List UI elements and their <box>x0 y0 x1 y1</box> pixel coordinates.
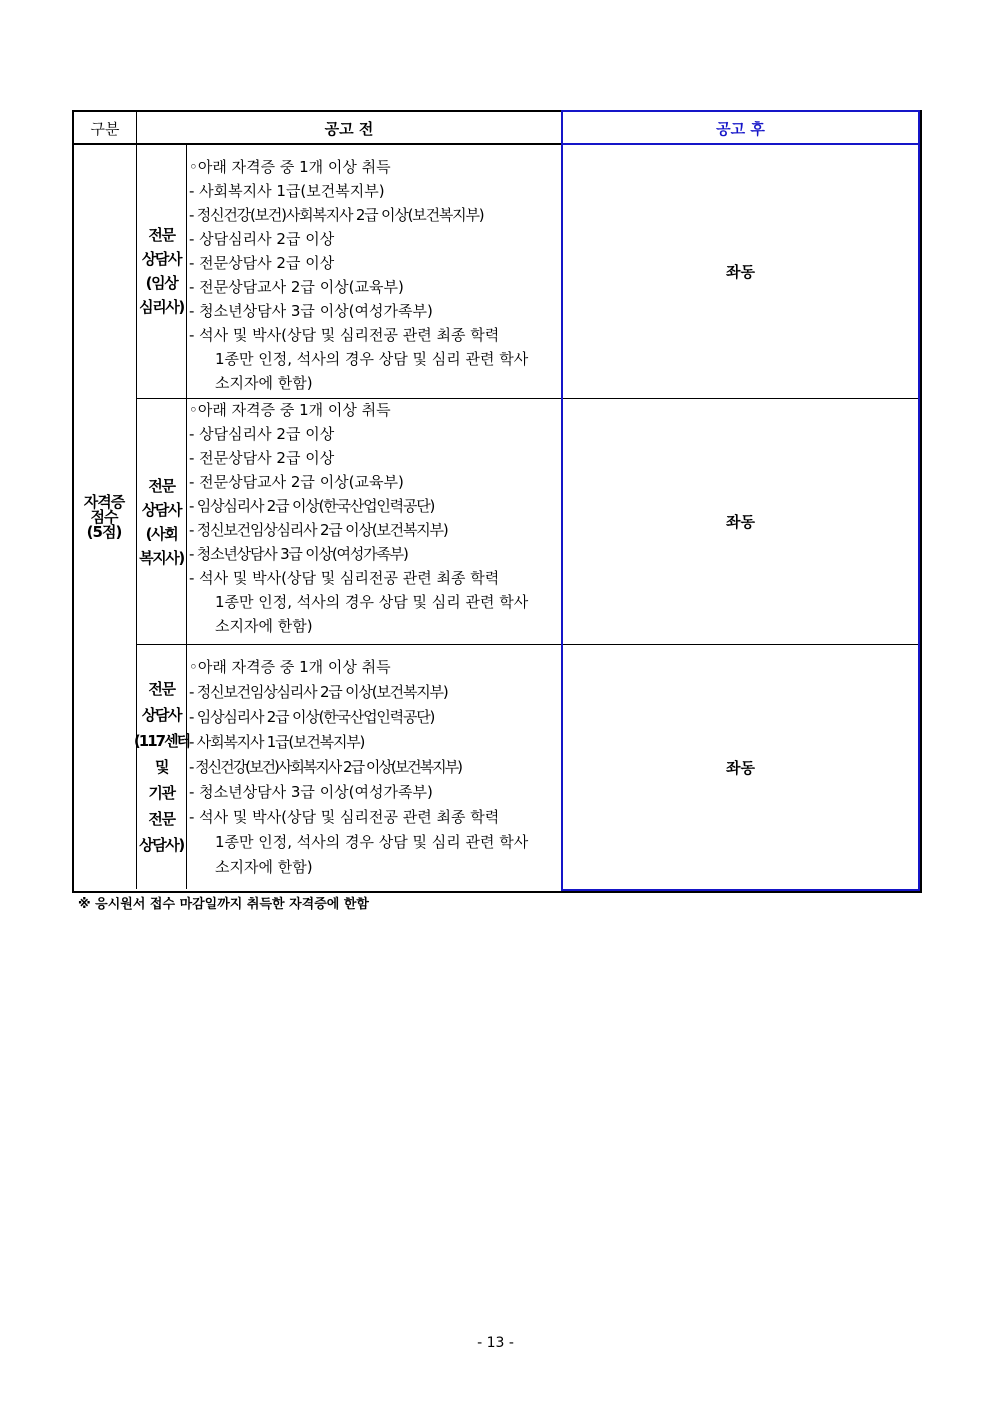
header-before: 공고 전 <box>324 119 374 138</box>
after-content-cell: 좌동 <box>726 262 755 281</box>
subcategory-cell <box>137 144 186 398</box>
content-line: 1종만 인정, 석사의 경우 상담 및 심리 관련 학사 <box>215 350 529 368</box>
subcategory-line: (117센터 <box>133 732 190 750</box>
content-line: - 석사 및 박사(상담 및 심리전공 관련 최종 학력 <box>189 326 500 344</box>
header-category: 구분 <box>90 119 120 138</box>
content-line: - 상담심리사 2급 이상 <box>189 230 335 248</box>
content-line: - 임상심리사 2급 이상(한국산업인력공단) <box>189 708 435 726</box>
content-line: - 정신건강(보건)사회복지사 2급 이상(보건복지부) <box>189 206 484 224</box>
content-line: ◦아래 자격증 중 1개 이상 취득 <box>189 158 391 176</box>
category-line: (5점) <box>86 522 122 541</box>
subcategory-line: 상담사) <box>139 836 184 854</box>
after-content-cell: 좌동 <box>726 758 755 777</box>
subcategory-line: 전문 <box>148 476 175 495</box>
content-line: - 전문상담사 2급 이상 <box>189 449 335 467</box>
content-line: 1종만 인정, 석사의 경우 상담 및 심리 관련 학사 <box>215 593 529 611</box>
subcategory-line: (임상 <box>145 274 178 292</box>
subcategory-line: 복지사) <box>139 548 184 567</box>
content-line: 1종만 인정, 석사의 경우 상담 및 심리 관련 학사 <box>215 833 529 851</box>
content-line: - 전문상담사 2급 이상 <box>189 254 335 272</box>
content-line: - 전문상담교사 2급 이상(교육부) <box>189 473 404 491</box>
content-line: - 청소년상담사 3급 이상(여성가족부) <box>189 783 433 801</box>
content-line: - 석사 및 박사(상담 및 심리전공 관련 최종 학력 <box>189 569 500 587</box>
subcategory-line: 상담사 <box>141 250 182 268</box>
before-content-cell <box>189 655 561 880</box>
content-line: 소지자에 한함) <box>215 374 313 392</box>
subcategory-line: 상담사 <box>141 706 182 724</box>
subcategory-line: 상담사 <box>141 500 182 519</box>
content-line: - 정신보건임상심리사 2급 이상(보건복지부) <box>189 521 448 539</box>
content-line: - 사회복지사 1급(보건복지부) <box>189 182 385 200</box>
page-number: - 13 - <box>477 1335 514 1351</box>
subcategory-line: 심리사) <box>139 298 184 316</box>
content-line: ◦아래 자격증 중 1개 이상 취득 <box>189 658 391 676</box>
footnote: ※ 응시원서 접수 마감일까지 취득한 자격증에 한함 <box>78 897 369 912</box>
content-line: - 사회복지사 1급(보건복지부) <box>189 733 365 751</box>
after-content-cell: 좌동 <box>726 513 755 531</box>
content-line: - 청소년상담사 3급 이상(여성가족부) <box>189 545 408 563</box>
category-cell <box>72 145 136 889</box>
content-line: ◦아래 자격증 중 1개 이상 취득 <box>189 401 391 419</box>
before-content-cell <box>189 398 561 638</box>
header-after: 공고 후 <box>716 119 765 138</box>
subcategory-line: 전문 <box>148 226 175 244</box>
category-line: 점수 <box>90 507 118 526</box>
qualification-table <box>72 110 920 891</box>
subcategory-cell <box>133 645 190 889</box>
subcategory-line: 전문 <box>148 680 175 698</box>
content-line: 소지자에 한함) <box>215 858 313 876</box>
content-line: 소지자에 한함) <box>215 617 313 635</box>
content-line: - 정신건강(보건)사회복지사 2급 이상(보건복지부) <box>189 758 461 776</box>
content-line: - 임상심리사 2급 이상(한국산업인력공단) <box>189 497 435 515</box>
content-line: - 전문상담교사 2급 이상(교육부) <box>189 278 404 296</box>
subcategory-line: (사회 <box>145 524 178 543</box>
category-line: 자격증 <box>83 492 125 511</box>
subcategory-line: 및 <box>154 758 169 776</box>
subcategory-cell <box>137 399 186 644</box>
content-line: - 정신보건임상심리사 2급 이상(보건복지부) <box>189 683 448 701</box>
subcategory-line: 기관 <box>148 784 175 802</box>
before-content-cell <box>189 155 561 395</box>
content-line: - 청소년상담사 3급 이상(여성가족부) <box>189 302 433 320</box>
content-line: - 석사 및 박사(상담 및 심리전공 관련 최종 학력 <box>189 808 500 826</box>
subcategory-line: 전문 <box>148 810 175 828</box>
content-line: - 상담심리사 2급 이상 <box>189 425 335 443</box>
